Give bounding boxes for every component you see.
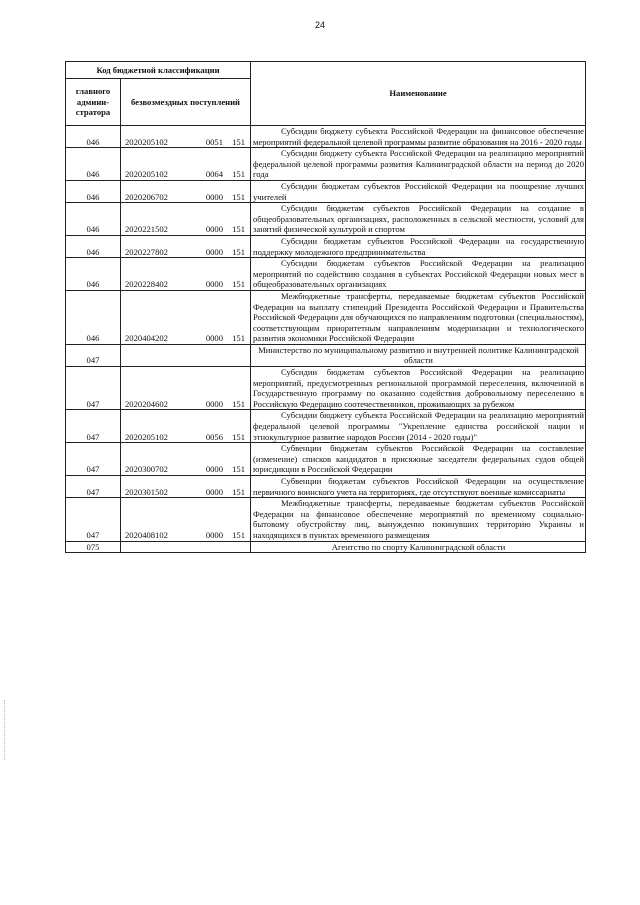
receipt-code-main: 2020205102 bbox=[125, 431, 168, 442]
receipt-code-cell bbox=[121, 203, 251, 236]
table-row bbox=[66, 367, 586, 410]
admin-code-cell: 046 bbox=[66, 203, 121, 236]
admin-code-cell: 046 bbox=[66, 148, 121, 181]
receipt-code-main: 2020228402 bbox=[125, 279, 168, 290]
receipt-code-cell bbox=[121, 126, 251, 148]
receipt-code-main: 2020227802 bbox=[125, 246, 168, 257]
receipt-code-cell bbox=[121, 290, 251, 344]
receipt-code-cell bbox=[121, 180, 251, 202]
receipt-code-class: 151 bbox=[232, 529, 245, 540]
receipt-code-cell bbox=[121, 541, 251, 553]
item-name-cell: Субсидии бюджетам субъектов Российской Федерации на государственную поддержку молодежного предпринимательства bbox=[251, 235, 586, 257]
header-name: Наименование bbox=[251, 62, 586, 126]
receipt-code-class: 151 bbox=[232, 333, 245, 344]
receipt-code-subtype: 0000 bbox=[205, 191, 223, 202]
receipt-code-main: 2020408102 bbox=[125, 529, 168, 540]
scan-edge-mark bbox=[4, 700, 6, 760]
table-row bbox=[66, 498, 586, 541]
item-name-cell: Субсидии бюджету субъекта Российской Федерации на финансовое обеспечение мероприятий федеральной целевой программы развитие образования на 2016 - 2020 годы bbox=[251, 126, 586, 148]
table-row bbox=[66, 476, 586, 498]
receipt-code-cell bbox=[121, 410, 251, 443]
receipt-code-cell bbox=[121, 443, 251, 476]
receipt-code-subtype: 0000 bbox=[205, 246, 223, 257]
item-name-cell: Межбюджетные трансферты, передаваемые бюджетам субъектов Российской Федерации на финансовое обеспечение мероприятий по временному социально-бытовому обустройству лиц, вынужденно покинувших территорию Украины и находящихся в пунктах временного размещения bbox=[251, 498, 586, 541]
table-row bbox=[66, 180, 586, 202]
receipt-code-cell bbox=[121, 344, 251, 366]
section-row bbox=[66, 541, 586, 553]
item-name-cell: Межбюджетные трансферты, передаваемые бюджетам субъектов Российской Федерации на выплату стипендий Президента Российской Федерации и Правительства Российской Федерации для обучающихся по направлениям подготовки (специальностям), соответствующим приоритетным направлениям модернизации и технологического развития экономики Российской Федерации bbox=[251, 290, 586, 344]
section-row bbox=[66, 344, 586, 366]
header-receipts: безвозмездных поступлений bbox=[121, 79, 251, 126]
receipt-code-cell bbox=[121, 367, 251, 410]
receipt-code-cell bbox=[121, 148, 251, 181]
table-body bbox=[66, 126, 586, 553]
receipt-code-subtype: 0000 bbox=[205, 398, 223, 409]
table-row bbox=[66, 148, 586, 181]
receipt-code-subtype: 0056 bbox=[205, 431, 223, 442]
admin-code-cell: 047 bbox=[66, 498, 121, 541]
admin-code-cell: 047 bbox=[66, 410, 121, 443]
receipt-code-subtype: 0000 bbox=[205, 529, 223, 540]
item-name-cell: Субсидии бюджетам субъектов Российской Федерации на реализацию мероприятий по содействию создания в субъектах Российской Федерации новых мест в общеобразовательных организациях bbox=[251, 258, 586, 291]
item-name-cell: Субвенции бюджетам субъектов Российской Федерации на осуществление первичного воинского учета на территориях, где отсутствуют военные комиссариаты bbox=[251, 476, 586, 498]
receipt-code-main: 2020404202 bbox=[125, 333, 168, 344]
receipt-code-cell bbox=[121, 235, 251, 257]
admin-code-cell: 047 bbox=[66, 367, 121, 410]
section-title: Министерство по муниципальному развитию и внутренней политике Калининградской области bbox=[251, 344, 586, 366]
item-name-cell: Субсидии бюджету субъекта Российской Федерации на реализацию мероприятий федеральной целевой программы "Укрепление единства российской нации и этнокультурное развитие народов России (2014 - 2020 годы)" bbox=[251, 410, 586, 443]
receipt-code-class: 151 bbox=[232, 169, 245, 180]
item-name-cell: Субсидии бюджетам субъектов Российской Федерации на создание в общеобразовательных организациях, расположенных в сельской местности, условий для занятий физической культурой и спортом bbox=[251, 203, 586, 236]
receipt-code-subtype: 0000 bbox=[205, 279, 223, 290]
receipt-code-subtype: 0051 bbox=[205, 136, 223, 147]
receipt-code-class: 151 bbox=[232, 464, 245, 475]
table-row bbox=[66, 258, 586, 291]
admin-code-cell: 046 bbox=[66, 180, 121, 202]
receipt-code-main: 2020221502 bbox=[125, 224, 168, 235]
admin-code-cell: 047 bbox=[66, 443, 121, 476]
receipt-code-subtype: 0000 bbox=[205, 486, 223, 497]
receipt-code-subtype: 0064 bbox=[205, 169, 223, 180]
receipt-code-main: 2020205102 bbox=[125, 136, 168, 147]
receipt-code-class: 151 bbox=[232, 191, 245, 202]
table-row bbox=[66, 410, 586, 443]
receipt-code-subtype: 0000 bbox=[205, 464, 223, 475]
admin-code-cell: 046 bbox=[66, 258, 121, 291]
item-name-cell: Субвенции бюджетам субъектов Российской Федерации на составление (изменение) списков кандидатов в присяжные заседатели федеральных судов общей юрисдикции в Российской Федерации bbox=[251, 443, 586, 476]
admin-code-cell: 047 bbox=[66, 344, 121, 366]
table-row bbox=[66, 235, 586, 257]
page-number: 24 bbox=[314, 20, 325, 30]
header-admin: главного админи-стратора bbox=[66, 79, 121, 126]
receipt-code-class: 151 bbox=[232, 224, 245, 235]
receipt-code-class: 151 bbox=[232, 279, 245, 290]
table-row bbox=[66, 203, 586, 236]
receipt-code-main: 2020300702 bbox=[125, 464, 168, 475]
receipt-code-subtype: 0000 bbox=[205, 333, 223, 344]
receipt-code-cell bbox=[121, 258, 251, 291]
table-row bbox=[66, 126, 586, 148]
admin-code-cell: 046 bbox=[66, 290, 121, 344]
receipt-code-class: 151 bbox=[232, 431, 245, 442]
item-name-cell: Субсидии бюджетам субъектов Российской Федерации на поощрение лучших учителей bbox=[251, 180, 586, 202]
admin-code-cell: 046 bbox=[66, 235, 121, 257]
admin-code-cell: 046 bbox=[66, 126, 121, 148]
admin-code-cell: 075 bbox=[66, 541, 121, 553]
receipt-code-cell bbox=[121, 498, 251, 541]
receipt-code-main: 2020301502 bbox=[125, 486, 168, 497]
receipt-code-class: 151 bbox=[232, 486, 245, 497]
section-title: Агентство по спорту Калининградской области bbox=[251, 541, 586, 553]
admin-code-cell: 047 bbox=[66, 476, 121, 498]
item-name-cell: Субсидии бюджету субъекта Российской Федерации на реализацию мероприятий федеральной целевой программы развития Калининградской области на период до 2020 года bbox=[251, 148, 586, 181]
header-code-group: Код бюджетной классификации bbox=[66, 62, 251, 79]
table-row bbox=[66, 290, 586, 344]
receipt-code-main: 2020206702 bbox=[125, 191, 168, 202]
item-name-cell: Субсидии бюджетам субъектов Российской Федерации на реализацию мероприятий, предусмотренных региональной программой переселения, включенной в Государственную программу по оказанию содействия добровольному переселению в Российскую Федерацию соотечественников, проживающих за рубежом bbox=[251, 367, 586, 410]
receipt-code-main: 2020205102 bbox=[125, 169, 168, 180]
receipt-code-cell bbox=[121, 476, 251, 498]
receipt-code-class: 151 bbox=[232, 246, 245, 257]
receipt-code-main: 2020204602 bbox=[125, 398, 168, 409]
table-row bbox=[66, 443, 586, 476]
receipt-code-class: 151 bbox=[232, 136, 245, 147]
budget-classification-table bbox=[65, 61, 586, 553]
receipt-code-subtype: 0000 bbox=[205, 224, 223, 235]
receipt-code-class: 151 bbox=[232, 398, 245, 409]
